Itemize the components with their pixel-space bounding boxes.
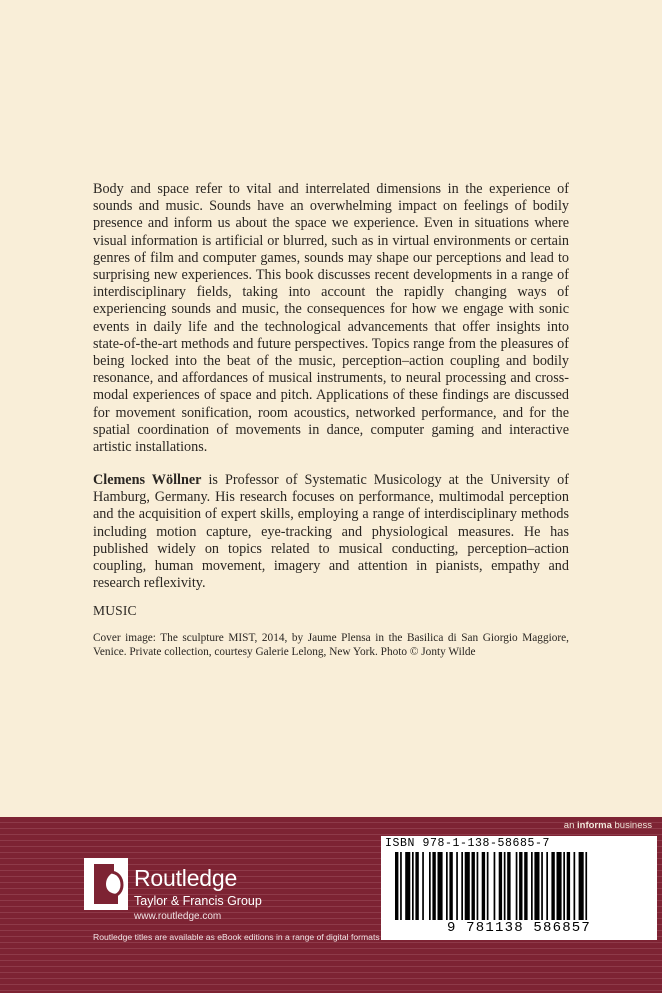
barcode-bar — [504, 852, 506, 920]
barcode-bar — [516, 852, 518, 920]
publisher-url: www.routledge.com — [134, 911, 222, 922]
barcode-bar — [557, 852, 562, 920]
barcode-bar — [415, 852, 418, 920]
routledge-logo-icon — [84, 858, 128, 910]
barcode-bar — [472, 852, 475, 920]
barcode-bar — [432, 852, 435, 920]
barcode-bar — [551, 852, 554, 920]
barcode-bar — [465, 852, 470, 920]
isbn-number: 9 781138 586857 — [446, 920, 592, 936]
barcode-bar — [487, 852, 489, 920]
barcode-bar — [579, 852, 584, 920]
barcode-bar — [400, 852, 402, 920]
barcode-bar — [541, 852, 543, 920]
isbn-barcode — [381, 836, 657, 940]
subject-category: MUSIC — [93, 603, 137, 618]
barcode-bar — [429, 852, 431, 920]
publisher-name: Routledge — [134, 865, 238, 891]
barcode-bar — [507, 852, 510, 920]
book-blurb: Body and space refer to vital and interrelated dimensions in the experience of sounds and music. Sounds have an overwhelming impact on feelings of bodily presence and inform us about the space we experience. Even in situations where visual information is artificial or blurred, such as in virtual environments or certain genres of film and computer games, sounds may shape our perceptions and lead to surprising new experiences. This book discusses recent developments in a range of interdisciplinary fields, taking into account the rapidly changing ways of experiencing sounds and music, the consequences for how we engage with sonic events in daily life and the technological advancements that offer insights into state-of-the-art methods and future perspectives. Topics range from the pleasures of being locked into the beat of the music, perception–action coupling and bodily resonance, and affordances of musical instruments, to neural processing and cross-modal experiences of space and pitch. Applications of these findings are discussed for movement sonification, room acoustics, networked performance, and for the spatial coordination of movements in dance, computer gaming and interactive artistic installations. — [93, 181, 569, 456]
barcode-bar — [461, 852, 463, 920]
author-bio-text: is Professor of Systematic Musicology at the University of Hamburg, Germany. His research focuses on performance, multimodal perception and the acquisition of expert skills, employing a range of interdisciplinary methods including motion capture, eye-tracking and physiological measures. He has published widely on topics related to musical conducting, perception–action coupling, human movement, imagery and attention in pianists, empathy and research reflexivity. — [93, 472, 570, 592]
barcode-bar — [405, 852, 410, 920]
barcode-bar — [546, 852, 548, 920]
barcode-bar — [499, 852, 502, 920]
author-name: Clemens Wöllner — [93, 472, 202, 488]
barcode-bar — [567, 852, 570, 920]
logo-wordmark: ROUTLEDGE — [86, 874, 92, 906]
barcode-bar — [534, 852, 539, 920]
informa-tagline: an informa business — [563, 820, 652, 831]
barcode-bar — [482, 852, 485, 920]
cover-image-credit: Cover image: The sculpture MIST, 2014, by Jaume Plensa in the Basilica di San Giorgio Maggiore, Venice. Private collection, courtesy Galerie Lelong, New York. Photo © Jonty Wilde — [93, 632, 569, 658]
barcode-bar — [412, 852, 414, 920]
barcode-bar — [531, 852, 533, 920]
isbn-label: ISBN 978-1-138-58685-7 — [385, 837, 551, 850]
barcode-bar — [449, 852, 452, 920]
barcode-bar — [524, 852, 527, 920]
barcode-bar — [563, 852, 565, 920]
barcode-bar — [574, 852, 576, 920]
author-bio — [93, 472, 569, 592]
barcode-bars — [395, 852, 643, 922]
barcode-bar — [494, 852, 496, 920]
barcode-bar — [446, 852, 448, 920]
barcode-bar — [477, 852, 479, 920]
publisher-group: Taylor & Francis Group — [134, 894, 262, 908]
barcode-bar — [585, 852, 587, 920]
ebook-note: Routledge titles are available as eBook editions in a range of digital formats — [93, 932, 380, 942]
barcode-bar — [395, 852, 398, 920]
barcode-bar — [438, 852, 443, 920]
barcode-bar — [456, 852, 458, 920]
barcode-bar — [519, 852, 522, 920]
barcode-bar — [422, 852, 424, 920]
